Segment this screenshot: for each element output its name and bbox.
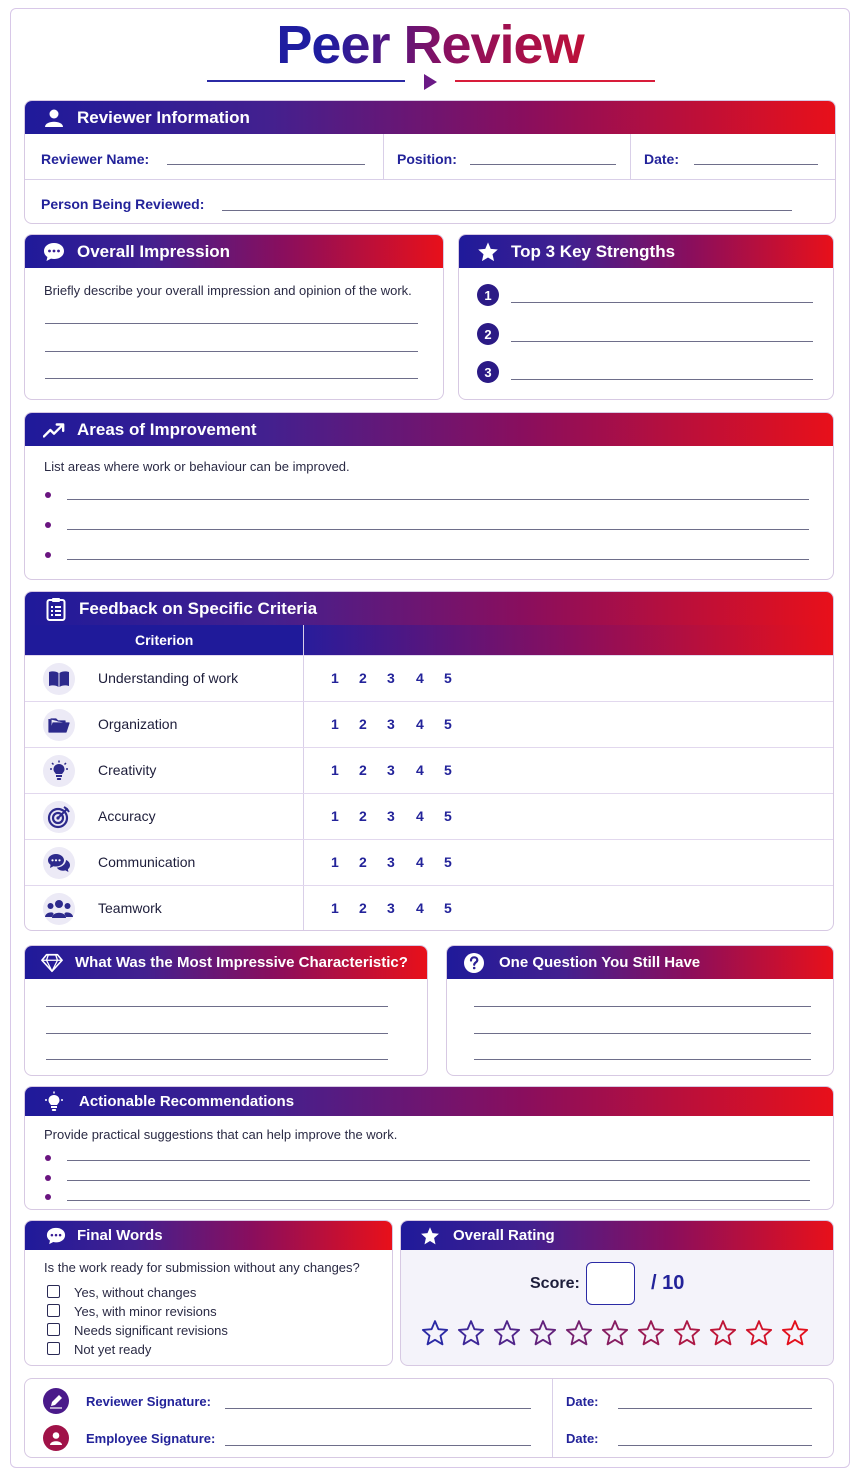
criterion-label: Understanding of work bbox=[98, 670, 239, 686]
team-icon bbox=[43, 893, 75, 925]
person-reviewed-label: Person Being Reviewed: bbox=[41, 196, 205, 212]
key-strengths-section bbox=[458, 234, 834, 400]
rating-star-icon[interactable] bbox=[673, 1319, 701, 1352]
book-icon bbox=[43, 663, 75, 695]
rating-option-3[interactable]: 3 bbox=[387, 762, 395, 778]
recommendations-prompt: Provide practical suggestions that can help improve the work. bbox=[44, 1127, 398, 1142]
reviewer-info-title: Reviewer Information bbox=[77, 107, 250, 127]
rating-option-1[interactable]: 1 bbox=[331, 670, 339, 686]
criteria-row bbox=[25, 885, 833, 931]
rating-star-icon[interactable] bbox=[457, 1319, 485, 1352]
criterion-label: Organization bbox=[98, 716, 178, 732]
improvement-title: Areas of Improvement bbox=[77, 419, 257, 439]
rating-option-1[interactable]: 1 bbox=[331, 762, 339, 778]
score-out-of: / 10 bbox=[651, 1272, 685, 1294]
target-icon bbox=[43, 801, 75, 833]
criterion-label: Creativity bbox=[98, 762, 157, 778]
rating-option-5[interactable]: 5 bbox=[444, 762, 452, 778]
rating-option-2[interactable]: 2 bbox=[359, 670, 367, 686]
criteria-row bbox=[25, 655, 833, 701]
signature-date-field-2[interactable] bbox=[618, 1445, 812, 1446]
rating-option-2[interactable]: 2 bbox=[359, 716, 367, 732]
rating-star-icon[interactable] bbox=[709, 1319, 737, 1352]
overall-rating-header bbox=[401, 1221, 833, 1250]
option-checkbox-1[interactable] bbox=[47, 1285, 60, 1298]
impressive-header bbox=[25, 946, 427, 979]
reviewer-signature-label: Reviewer Signature: bbox=[86, 1394, 211, 1409]
option-label-1: Yes, without changes bbox=[74, 1285, 197, 1300]
rating-option-4[interactable]: 4 bbox=[416, 808, 424, 824]
question-header bbox=[447, 946, 833, 979]
signature-section bbox=[24, 1378, 834, 1458]
overall-impression-header bbox=[25, 235, 443, 268]
rating-option-4[interactable]: 4 bbox=[416, 670, 424, 686]
strength-line-3[interactable] bbox=[511, 379, 813, 380]
criteria-table-header bbox=[25, 625, 833, 655]
signature-date-label-1: Date: bbox=[566, 1394, 599, 1409]
criterion-label: Teamwork bbox=[98, 900, 162, 916]
bullet bbox=[45, 1175, 51, 1181]
rating-star-icon[interactable] bbox=[493, 1319, 521, 1352]
bullet bbox=[45, 552, 51, 558]
key-strengths-header bbox=[459, 235, 833, 268]
signature-date-field-1[interactable] bbox=[618, 1408, 812, 1409]
final-words-title: Final Words bbox=[77, 1227, 163, 1244]
criterion-label: Communication bbox=[98, 854, 196, 870]
title-underline-right bbox=[455, 80, 655, 82]
pen-icon bbox=[43, 1388, 69, 1414]
recommendations-header bbox=[25, 1087, 833, 1116]
page-title: Peer Review bbox=[0, 14, 860, 76]
question-title: One Question You Still Have bbox=[499, 954, 701, 971]
overall-impression-section bbox=[24, 234, 444, 400]
rating-star-icon[interactable] bbox=[637, 1319, 665, 1352]
rating-option-3[interactable]: 3 bbox=[387, 716, 395, 732]
lightbulb-icon bbox=[43, 755, 75, 787]
speech-bubble-icon bbox=[45, 1225, 67, 1247]
final-words-header bbox=[25, 1221, 392, 1250]
rating-option-1[interactable]: 1 bbox=[331, 854, 339, 870]
rating-option-5[interactable]: 5 bbox=[444, 716, 452, 732]
option-checkbox-3[interactable] bbox=[47, 1323, 60, 1336]
rating-option-2[interactable]: 2 bbox=[359, 854, 367, 870]
rating-option-2[interactable]: 2 bbox=[359, 900, 367, 916]
impression-line-3[interactable] bbox=[45, 378, 418, 379]
impressive-title: What Was the Most Impressive Characteristic? bbox=[75, 954, 408, 971]
user-icon bbox=[43, 107, 65, 129]
option-checkbox-4[interactable] bbox=[47, 1342, 60, 1355]
date-field[interactable] bbox=[694, 164, 818, 165]
speech-bubble-icon bbox=[43, 241, 65, 263]
criteria-row bbox=[25, 793, 833, 839]
criteria-row bbox=[25, 747, 833, 793]
option-label-2: Yes, with minor revisions bbox=[74, 1304, 217, 1319]
recommendations-title: Actionable Recommendations bbox=[79, 1093, 295, 1110]
criteria-header bbox=[25, 592, 833, 625]
lightbulb-icon bbox=[43, 1091, 65, 1113]
bullet bbox=[45, 522, 51, 528]
overall-impression-title: Overall Impression bbox=[77, 241, 231, 261]
chat-bubbles-icon bbox=[43, 847, 75, 879]
bullet bbox=[45, 1155, 51, 1161]
folder-icon bbox=[43, 709, 75, 741]
strength-line-2[interactable] bbox=[511, 341, 813, 342]
criteria-row bbox=[25, 839, 833, 885]
strength-number-1: 1 bbox=[477, 284, 499, 306]
divider bbox=[383, 134, 384, 179]
rating-option-4[interactable]: 4 bbox=[416, 762, 424, 778]
score-label: Score: bbox=[530, 1275, 580, 1292]
impressive-line-1[interactable] bbox=[46, 1006, 388, 1007]
diamond-icon bbox=[41, 952, 63, 974]
question-mark-icon bbox=[463, 952, 485, 974]
improvement-header bbox=[25, 413, 833, 446]
impression-line-1[interactable] bbox=[45, 323, 418, 324]
question-section bbox=[446, 945, 834, 1076]
overall-rating-title: Overall Rating bbox=[453, 1227, 555, 1244]
rating-option-5[interactable]: 5 bbox=[444, 900, 452, 916]
impressive-line-3[interactable] bbox=[46, 1059, 388, 1060]
rating-star-icon[interactable] bbox=[565, 1319, 593, 1352]
reviewer-name-field[interactable] bbox=[167, 164, 365, 165]
option-label-4: Not yet ready bbox=[74, 1342, 152, 1357]
question-line-1[interactable] bbox=[474, 1006, 811, 1007]
criteria-row bbox=[25, 701, 833, 747]
signature-date-label-2: Date: bbox=[566, 1431, 599, 1446]
rating-option-4[interactable]: 4 bbox=[416, 854, 424, 870]
rating-option-4[interactable]: 4 bbox=[416, 900, 424, 916]
rating-option-5[interactable]: 5 bbox=[444, 808, 452, 824]
rating-option-3[interactable]: 3 bbox=[387, 854, 395, 870]
rating-option-1[interactable]: 1 bbox=[331, 808, 339, 824]
improvement-line-3[interactable] bbox=[67, 559, 809, 560]
strength-line-1[interactable] bbox=[511, 302, 813, 303]
question-line-2[interactable] bbox=[474, 1033, 811, 1034]
person-reviewed-field[interactable] bbox=[222, 210, 792, 211]
star-rating bbox=[421, 1319, 821, 1347]
reviewer-name-label: Reviewer Name: bbox=[41, 151, 150, 167]
rating-star-icon[interactable] bbox=[781, 1319, 809, 1352]
employee-signature-field[interactable] bbox=[225, 1445, 531, 1446]
bullet bbox=[45, 492, 51, 498]
rating-star-icon[interactable] bbox=[421, 1319, 449, 1352]
star-icon bbox=[419, 1225, 441, 1247]
rating-option-3[interactable]: 3 bbox=[387, 670, 395, 686]
criteria-section bbox=[24, 591, 834, 931]
position-field[interactable] bbox=[470, 164, 616, 165]
rating-option-2[interactable]: 2 bbox=[359, 762, 367, 778]
title-underline-left bbox=[207, 80, 405, 82]
option-label-3: Needs significant revisions bbox=[74, 1323, 228, 1338]
improvement-line-1[interactable] bbox=[67, 499, 809, 500]
improvement-line-2[interactable] bbox=[67, 529, 809, 530]
rating-option-3[interactable]: 3 bbox=[387, 808, 395, 824]
user-icon bbox=[43, 1425, 69, 1451]
criteria-title: Feedback on Specific Criteria bbox=[79, 598, 318, 618]
strength-number-2: 2 bbox=[477, 323, 499, 345]
rating-option-3[interactable]: 3 bbox=[387, 900, 395, 916]
divider bbox=[630, 134, 631, 179]
score-input[interactable] bbox=[586, 1262, 635, 1305]
rating-star-icon[interactable] bbox=[601, 1319, 629, 1352]
rating-option-4[interactable]: 4 bbox=[416, 716, 424, 732]
recommendation-line-3[interactable] bbox=[67, 1200, 810, 1201]
title-arrow-icon bbox=[424, 74, 437, 90]
rating-option-1[interactable]: 1 bbox=[331, 716, 339, 732]
bullet bbox=[45, 1194, 51, 1200]
rating-option-5[interactable]: 5 bbox=[444, 670, 452, 686]
option-checkbox-2[interactable] bbox=[47, 1304, 60, 1317]
rating-star-icon[interactable] bbox=[529, 1319, 557, 1352]
date-label: Date: bbox=[644, 151, 680, 167]
recommendation-line-1[interactable] bbox=[67, 1160, 810, 1161]
final-words-question: Is the work ready for submission without any changes? bbox=[44, 1260, 360, 1275]
final-words-section bbox=[24, 1220, 393, 1366]
overall-rating-section bbox=[400, 1220, 834, 1366]
recommendation-line-2[interactable] bbox=[67, 1180, 810, 1181]
divider bbox=[25, 179, 836, 180]
reviewer-info-section bbox=[24, 100, 836, 224]
improvement-prompt: List areas where work or behaviour can be improved. bbox=[44, 459, 350, 474]
reviewer-signature-field[interactable] bbox=[225, 1408, 531, 1409]
impression-line-2[interactable] bbox=[45, 351, 418, 352]
impressive-line-2[interactable] bbox=[46, 1033, 388, 1034]
overall-impression-prompt: Briefly describe your overall impression and opinion of the work. bbox=[44, 283, 412, 298]
rating-option-5[interactable]: 5 bbox=[444, 854, 452, 870]
question-line-3[interactable] bbox=[474, 1059, 811, 1060]
employee-signature-label: Employee Signature: bbox=[86, 1431, 216, 1446]
rating-star-icon[interactable] bbox=[745, 1319, 773, 1352]
improvement-section bbox=[24, 412, 834, 580]
clipboard-checklist-icon bbox=[45, 598, 67, 620]
impressive-section bbox=[24, 945, 428, 1076]
rating-option-2[interactable]: 2 bbox=[359, 808, 367, 824]
position-label: Position: bbox=[397, 151, 457, 167]
divider bbox=[552, 1379, 553, 1458]
reviewer-info-header bbox=[25, 101, 835, 134]
recommendations-section bbox=[24, 1086, 834, 1210]
star-icon bbox=[477, 241, 499, 263]
criterion-label: Accuracy bbox=[98, 808, 156, 824]
strength-number-3: 3 bbox=[477, 361, 499, 383]
rating-option-1[interactable]: 1 bbox=[331, 900, 339, 916]
trending-up-icon bbox=[43, 419, 65, 441]
key-strengths-title: Top 3 Key Strengths bbox=[511, 241, 676, 261]
criterion-column-header: Criterion bbox=[135, 632, 194, 648]
